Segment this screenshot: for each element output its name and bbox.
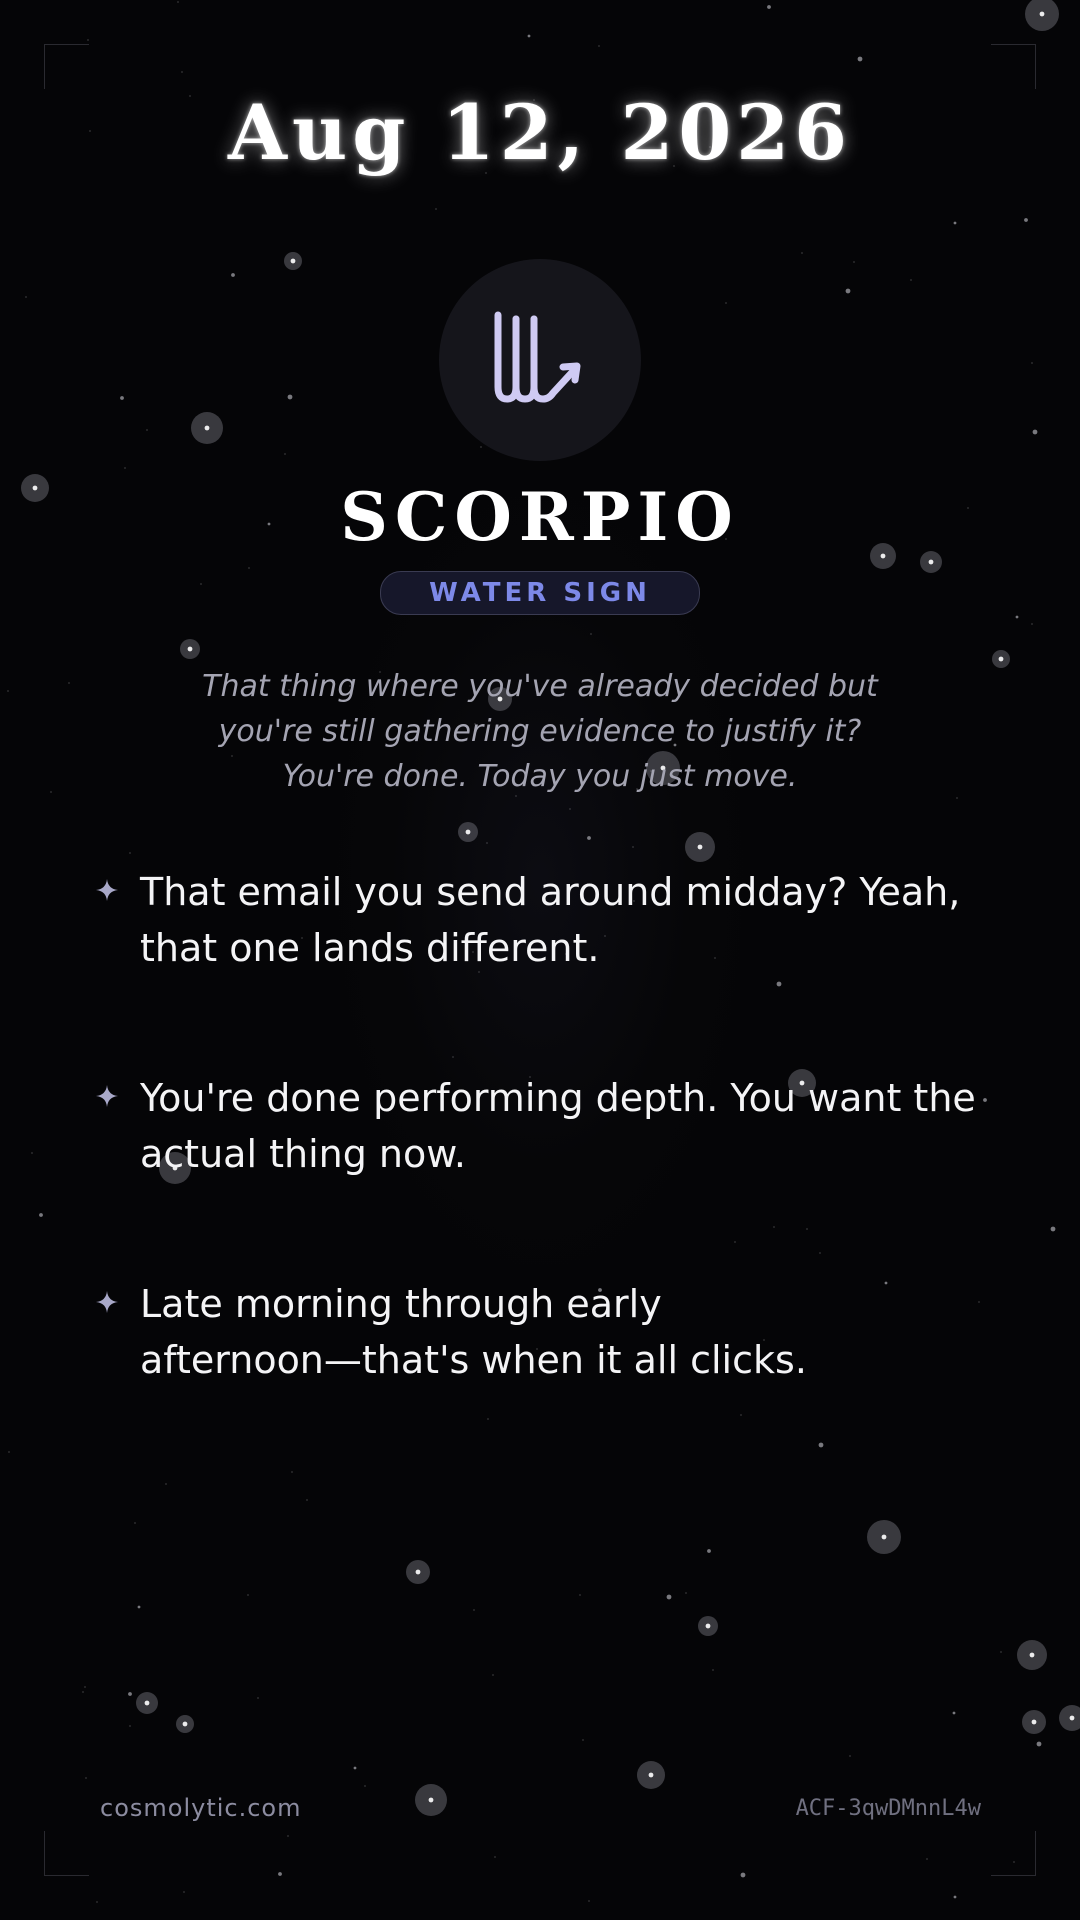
star-dot bbox=[288, 395, 293, 400]
star-dot bbox=[858, 57, 863, 62]
star-dot bbox=[999, 657, 1004, 662]
point-text bbox=[140, 864, 1035, 976]
star-dot bbox=[1059, 1705, 1080, 1731]
star-dot bbox=[68, 682, 70, 684]
star-dot bbox=[200, 583, 202, 585]
star-dot bbox=[590, 633, 592, 635]
star-dot bbox=[39, 1213, 43, 1217]
star-dot bbox=[452, 1056, 454, 1058]
scorpio-glyph-icon bbox=[485, 307, 597, 415]
star-dot bbox=[31, 1152, 33, 1154]
frame-corner-top-right bbox=[991, 44, 1036, 89]
star-dot bbox=[183, 1891, 185, 1893]
star-dot bbox=[649, 1773, 654, 1778]
star-dot bbox=[588, 1900, 590, 1902]
star-dot bbox=[435, 208, 437, 210]
star-dot bbox=[205, 426, 210, 431]
star-dot bbox=[806, 1228, 808, 1230]
star-dot bbox=[50, 791, 52, 793]
star-dot bbox=[1037, 1742, 1042, 1747]
footer-site-link[interactable]: cosmolytic.com bbox=[100, 1794, 302, 1822]
star-dot bbox=[416, 1570, 421, 1575]
star-dot bbox=[954, 1896, 957, 1899]
star-dot bbox=[882, 1535, 887, 1540]
star-dot bbox=[7, 690, 9, 692]
point-line: Late morning through early bbox=[140, 1282, 662, 1326]
frame-corner-bottom-right bbox=[991, 1831, 1036, 1876]
star-dot bbox=[685, 1592, 687, 1594]
star-dot bbox=[1016, 616, 1019, 619]
star-dot bbox=[287, 1835, 289, 1837]
intro-text bbox=[140, 664, 940, 799]
star-dot bbox=[492, 1674, 494, 1676]
sparkle-icon bbox=[95, 1084, 119, 1108]
point-text bbox=[140, 1276, 1035, 1388]
star-dot bbox=[929, 560, 934, 565]
point-line: You're done performing depth. You want the bbox=[140, 1076, 976, 1120]
star-dot bbox=[145, 1701, 150, 1706]
star-dot bbox=[712, 1669, 714, 1671]
star-dot bbox=[734, 1241, 736, 1243]
star-dot bbox=[128, 1692, 132, 1696]
star-dot bbox=[954, 222, 957, 225]
star-dot bbox=[8, 1451, 10, 1453]
footer-reference-code: ACF-3qwDMnnL4w bbox=[795, 1796, 981, 1821]
star-dot bbox=[96, 1901, 98, 1903]
star-dot bbox=[579, 1594, 581, 1596]
star-dot bbox=[706, 1624, 711, 1629]
star-dot bbox=[134, 1522, 136, 1524]
star-dot bbox=[725, 302, 727, 304]
star-dot bbox=[569, 808, 571, 810]
star-dot bbox=[598, 45, 600, 47]
star-dot bbox=[306, 1499, 308, 1501]
star-dot bbox=[740, 1414, 742, 1416]
star-dot bbox=[129, 1725, 131, 1727]
star-dot bbox=[582, 1739, 584, 1741]
sign-emblem bbox=[439, 259, 641, 461]
star-dot bbox=[429, 1798, 434, 1803]
star-dot bbox=[1033, 430, 1038, 435]
star-dot bbox=[1032, 1720, 1037, 1725]
star-dot bbox=[183, 1722, 188, 1727]
sign-name: SCORPIO bbox=[340, 478, 740, 556]
intro-line: You're done. Today you just move. bbox=[282, 759, 798, 794]
star-dot bbox=[480, 446, 482, 448]
point-line: that one lands different. bbox=[140, 926, 600, 970]
star-dot bbox=[82, 1691, 84, 1693]
star-dot bbox=[284, 453, 286, 455]
star-dot bbox=[1000, 1651, 1002, 1653]
star-dot bbox=[257, 1697, 259, 1699]
star-dot bbox=[291, 259, 296, 264]
element-badge: WATER SIGN bbox=[380, 571, 700, 615]
star-dot bbox=[494, 1856, 496, 1858]
star-dot bbox=[129, 852, 131, 854]
star-dot bbox=[926, 1858, 928, 1860]
star-dot bbox=[741, 1873, 746, 1878]
star-dot bbox=[846, 289, 851, 294]
star-dot bbox=[146, 429, 148, 431]
star-dot bbox=[1030, 1653, 1035, 1658]
point-text bbox=[140, 1070, 1035, 1182]
star-dot bbox=[801, 252, 803, 254]
star-dot bbox=[853, 261, 855, 263]
point-line: afternoon—that's when it all clicks. bbox=[140, 1338, 807, 1382]
star-dot bbox=[1040, 12, 1045, 17]
intro-line: you're still gathering evidence to justify it? bbox=[218, 714, 862, 749]
star-dot bbox=[777, 982, 782, 987]
star-dot bbox=[767, 5, 771, 9]
star-dot bbox=[278, 1872, 282, 1876]
frame-corner-bottom-left bbox=[44, 1831, 89, 1876]
star-dot bbox=[1031, 623, 1033, 625]
star-dot bbox=[819, 1443, 824, 1448]
star-dot bbox=[773, 1226, 775, 1228]
star-dot bbox=[1070, 1716, 1075, 1721]
star-dot bbox=[85, 1777, 87, 1779]
star-dot bbox=[25, 296, 27, 298]
point-line: actual thing now. bbox=[140, 1132, 466, 1176]
frame-corner-top-left bbox=[44, 44, 89, 89]
star-dot bbox=[364, 1785, 366, 1787]
star-dot bbox=[473, 1609, 475, 1611]
star-dot bbox=[1024, 218, 1028, 222]
star-dot bbox=[466, 830, 471, 835]
point-line: That email you send around midday? Yeah, bbox=[140, 870, 961, 914]
star-dot bbox=[124, 467, 126, 469]
star-dot bbox=[120, 396, 124, 400]
star-dot bbox=[84, 1686, 86, 1688]
star-dot bbox=[177, 1, 179, 3]
star-dot bbox=[231, 273, 235, 277]
star-dot bbox=[138, 1606, 141, 1609]
intro-line: That thing where you've already decided but bbox=[202, 669, 878, 704]
star-dot bbox=[188, 647, 193, 652]
star-dot bbox=[247, 1594, 249, 1596]
star-dot bbox=[1031, 362, 1033, 364]
star-dot bbox=[707, 1549, 711, 1553]
star-dot bbox=[181, 71, 183, 73]
sparkle-icon bbox=[95, 1290, 119, 1314]
star-dot bbox=[587, 836, 591, 840]
star-dot bbox=[953, 1712, 956, 1715]
star-dot bbox=[528, 35, 531, 38]
star-dot bbox=[632, 846, 634, 848]
star-dot bbox=[291, 1471, 293, 1473]
star-dot bbox=[165, 1483, 167, 1485]
star-dot bbox=[819, 1252, 821, 1254]
horoscope-date: Aug 12, 2026 bbox=[227, 88, 853, 177]
star-dot bbox=[354, 1767, 357, 1770]
star-dot bbox=[667, 1595, 672, 1600]
star-dot bbox=[1051, 1227, 1056, 1232]
star-dot bbox=[849, 1755, 851, 1757]
sparkle-icon bbox=[95, 878, 119, 902]
star-dot bbox=[487, 1418, 489, 1420]
star-dot bbox=[956, 797, 958, 799]
star-dot bbox=[910, 279, 912, 281]
star-dot bbox=[87, 39, 89, 41]
star-dot bbox=[698, 845, 703, 850]
star-dot bbox=[248, 567, 250, 569]
star-dot bbox=[486, 842, 488, 844]
